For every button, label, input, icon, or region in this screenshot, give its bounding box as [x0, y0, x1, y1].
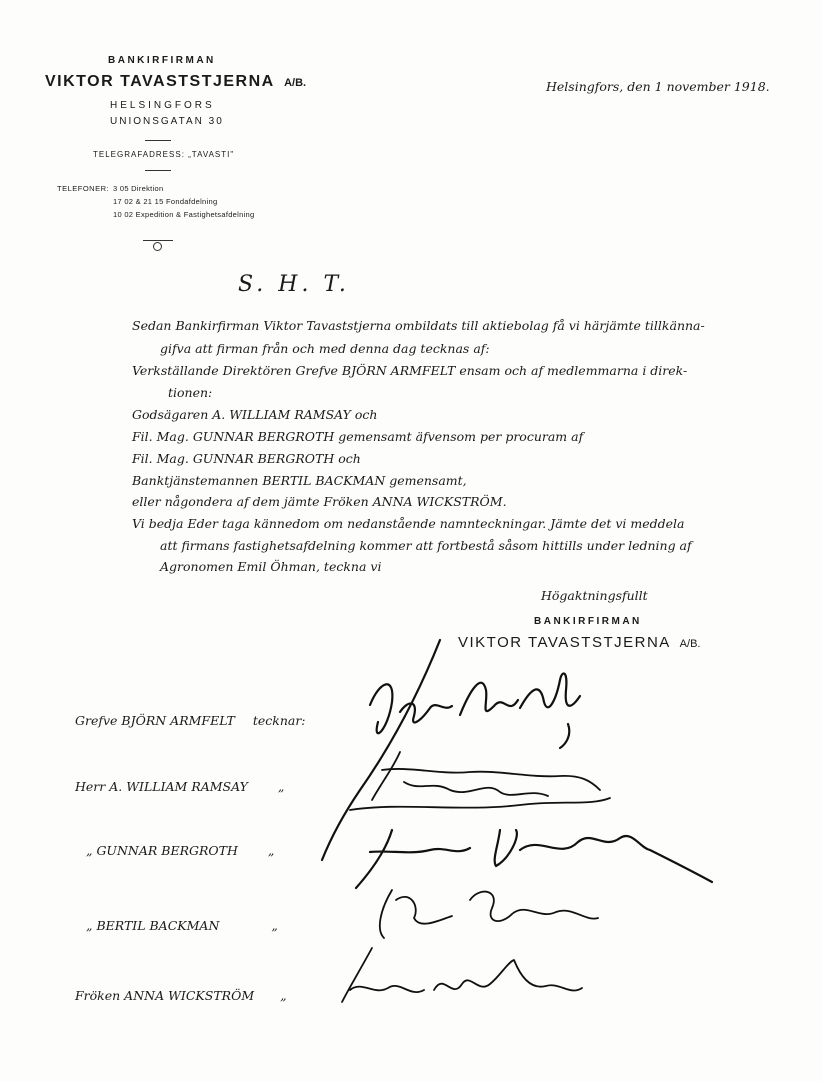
- letterhead-firm-small: BANKIRFIRMAN: [108, 55, 216, 66]
- body-line: att firmans fastighetsafdelning kommer att fortbestå såsom hittills under ledning af: [160, 538, 692, 553]
- signature-bergroth: [356, 830, 712, 888]
- signatory-suffix: „: [271, 918, 278, 933]
- signatory-suffix: „: [277, 779, 285, 794]
- letterhead-telefon-line: 10 02 Expedition & Fastighetsafdelning: [113, 210, 255, 219]
- body-line: Vi bedja Eder taga kännedom om nedanstående namnteckningar. Jämte det vi meddela: [132, 516, 685, 531]
- signature-wickstrom: [342, 948, 582, 1002]
- letterhead-city: HELSINGFORS: [110, 100, 215, 111]
- signatory-suffix: „: [267, 843, 275, 858]
- closing: Högaktningsfullt: [541, 588, 648, 603]
- signature-ramsay: [350, 752, 610, 810]
- letterhead-street: UNIONSGATAN 30: [110, 116, 224, 127]
- letterhead-telefon-line: 17 02 & 21 15 Fondafdelning: [113, 197, 218, 206]
- salutation: S. H. T.: [238, 272, 350, 297]
- signatory-name: „ GUNNAR BERGROTH: [86, 843, 238, 858]
- body-line: eller någondera af dem jämte Fröken ANNA WICKSTRÖM.: [132, 494, 507, 509]
- body-line: Godsägaren A. WILLIAM RAMSAY och: [132, 407, 378, 422]
- body-line: Agronomen Emil Öhman, teckna vi: [160, 559, 382, 574]
- signatory-name: Herr A. WILLIAM RAMSAY: [75, 779, 248, 794]
- body-line: Verkställande Direktören Grefve BJÖRN ARMFELT ensam och af medlemmarna i direk-: [132, 363, 688, 378]
- body-line: Fil. Mag. GUNNAR BERGROTH gemensamt äfvensom per procuram af: [132, 429, 584, 444]
- body-line: Fil. Mag. GUNNAR BERGROTH och: [132, 451, 361, 466]
- letterhead-telefon-line: 3 05 Direktion: [113, 184, 164, 193]
- signature-armfelt: [322, 640, 580, 860]
- letterhead-firm-suffix: A/B.: [284, 77, 307, 89]
- body-line: gifva att firman från och med denna dag tecknas af:: [160, 341, 490, 356]
- signatory-name: „ BERTIL BACKMAN: [86, 918, 220, 933]
- letterhead-firm-name-text: VIKTOR TAVASTSTJERNA: [45, 73, 275, 90]
- closing-firm-small: BANKIRFIRMAN: [534, 616, 642, 627]
- letterhead-telegraf: TELEGRAFADRESS: „TAVASTI": [93, 150, 235, 159]
- letter-date: Helsingfors, den 1 november 1918.: [546, 79, 770, 94]
- body-line: Banktjänstemannen BERTIL BACKMAN gemensamt,: [132, 473, 467, 488]
- body-line: tionen:: [168, 385, 213, 400]
- letterhead-telefoner-label: TELEFONER:: [57, 184, 110, 193]
- closing-firm-name-text: VIKTOR TAVASTSTJERNA: [458, 634, 670, 651]
- closing-firm-suffix: A/B.: [679, 638, 701, 650]
- signatory-suffix: „: [280, 988, 287, 1003]
- body-line: Sedan Bankirfirman Viktor Tavaststjerna ombildats till aktiebolag få vi härjämte tillkänna-: [132, 318, 705, 333]
- signature-backman: [380, 890, 598, 938]
- signatory-suffix: tecknar:: [252, 713, 306, 728]
- signatory-name: Grefve BJÖRN ARMFELT: [75, 713, 235, 728]
- signatory-name: Fröken ANNA WICKSTRÖM: [75, 988, 255, 1003]
